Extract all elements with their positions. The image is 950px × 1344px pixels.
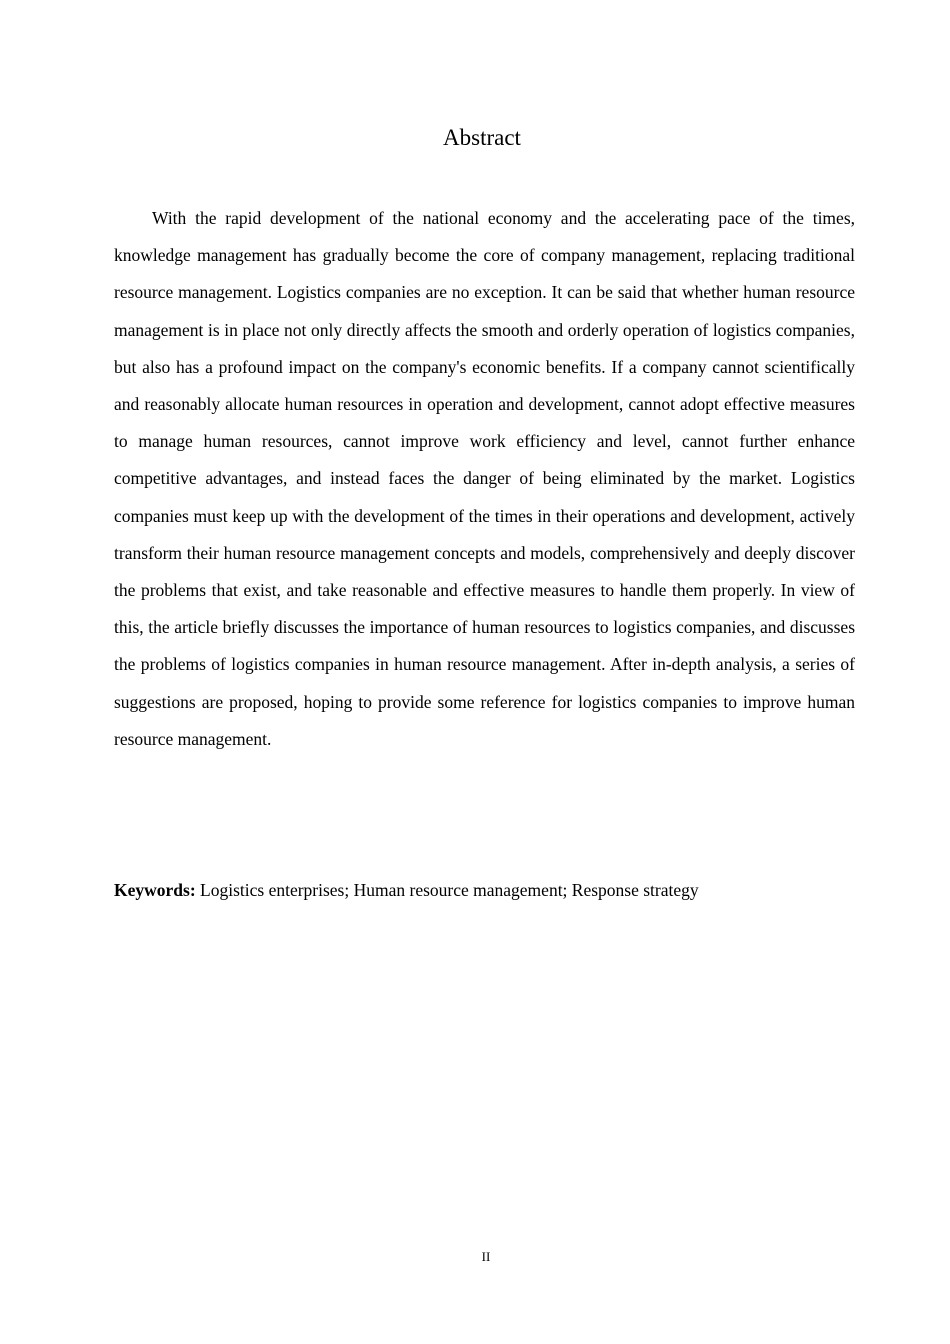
abstract-title: Abstract bbox=[443, 125, 521, 150]
page-number: II bbox=[481, 1249, 491, 1264]
keywords-text: Logistics enterprises; Human resource management; Response strategy bbox=[200, 880, 699, 900]
keywords-label: Keywords: bbox=[114, 880, 196, 900]
abstract-body: With the rapid development of the national economy and the accelerating pace of the times, knowledge management has gradually become the core of company management, replacing traditional resource management. Logistics companies are no exception. It can be said that whether human resource management is in place not only directly affects the smooth and orderly operation of logistics companies, but also has a profound impact on the company's economic benefits. If a company cannot scientifically and reasonably allocate human resources in operation and development, cannot adopt effective measures to manage human resources, cannot improve work efficiency and level, cannot further enhance competitive advantages, and instead faces the danger of being eliminated by the market. Logistics companies must keep up with the development of the times in their operations and development, actively transform their human resource management concepts and models, comprehensively and deeply discover the problems that exist, and take reasonable and effective measures to handle them properly. In view of this, the article briefly discusses the importance of human resources to logistics companies, and discusses the problems of logistics companies in human resource management. After in-depth analysis, a series of suggestions are proposed, hoping to provide some reference for logistics companies to improve human resource management. bbox=[114, 208, 855, 749]
keywords-line bbox=[114, 872, 855, 909]
